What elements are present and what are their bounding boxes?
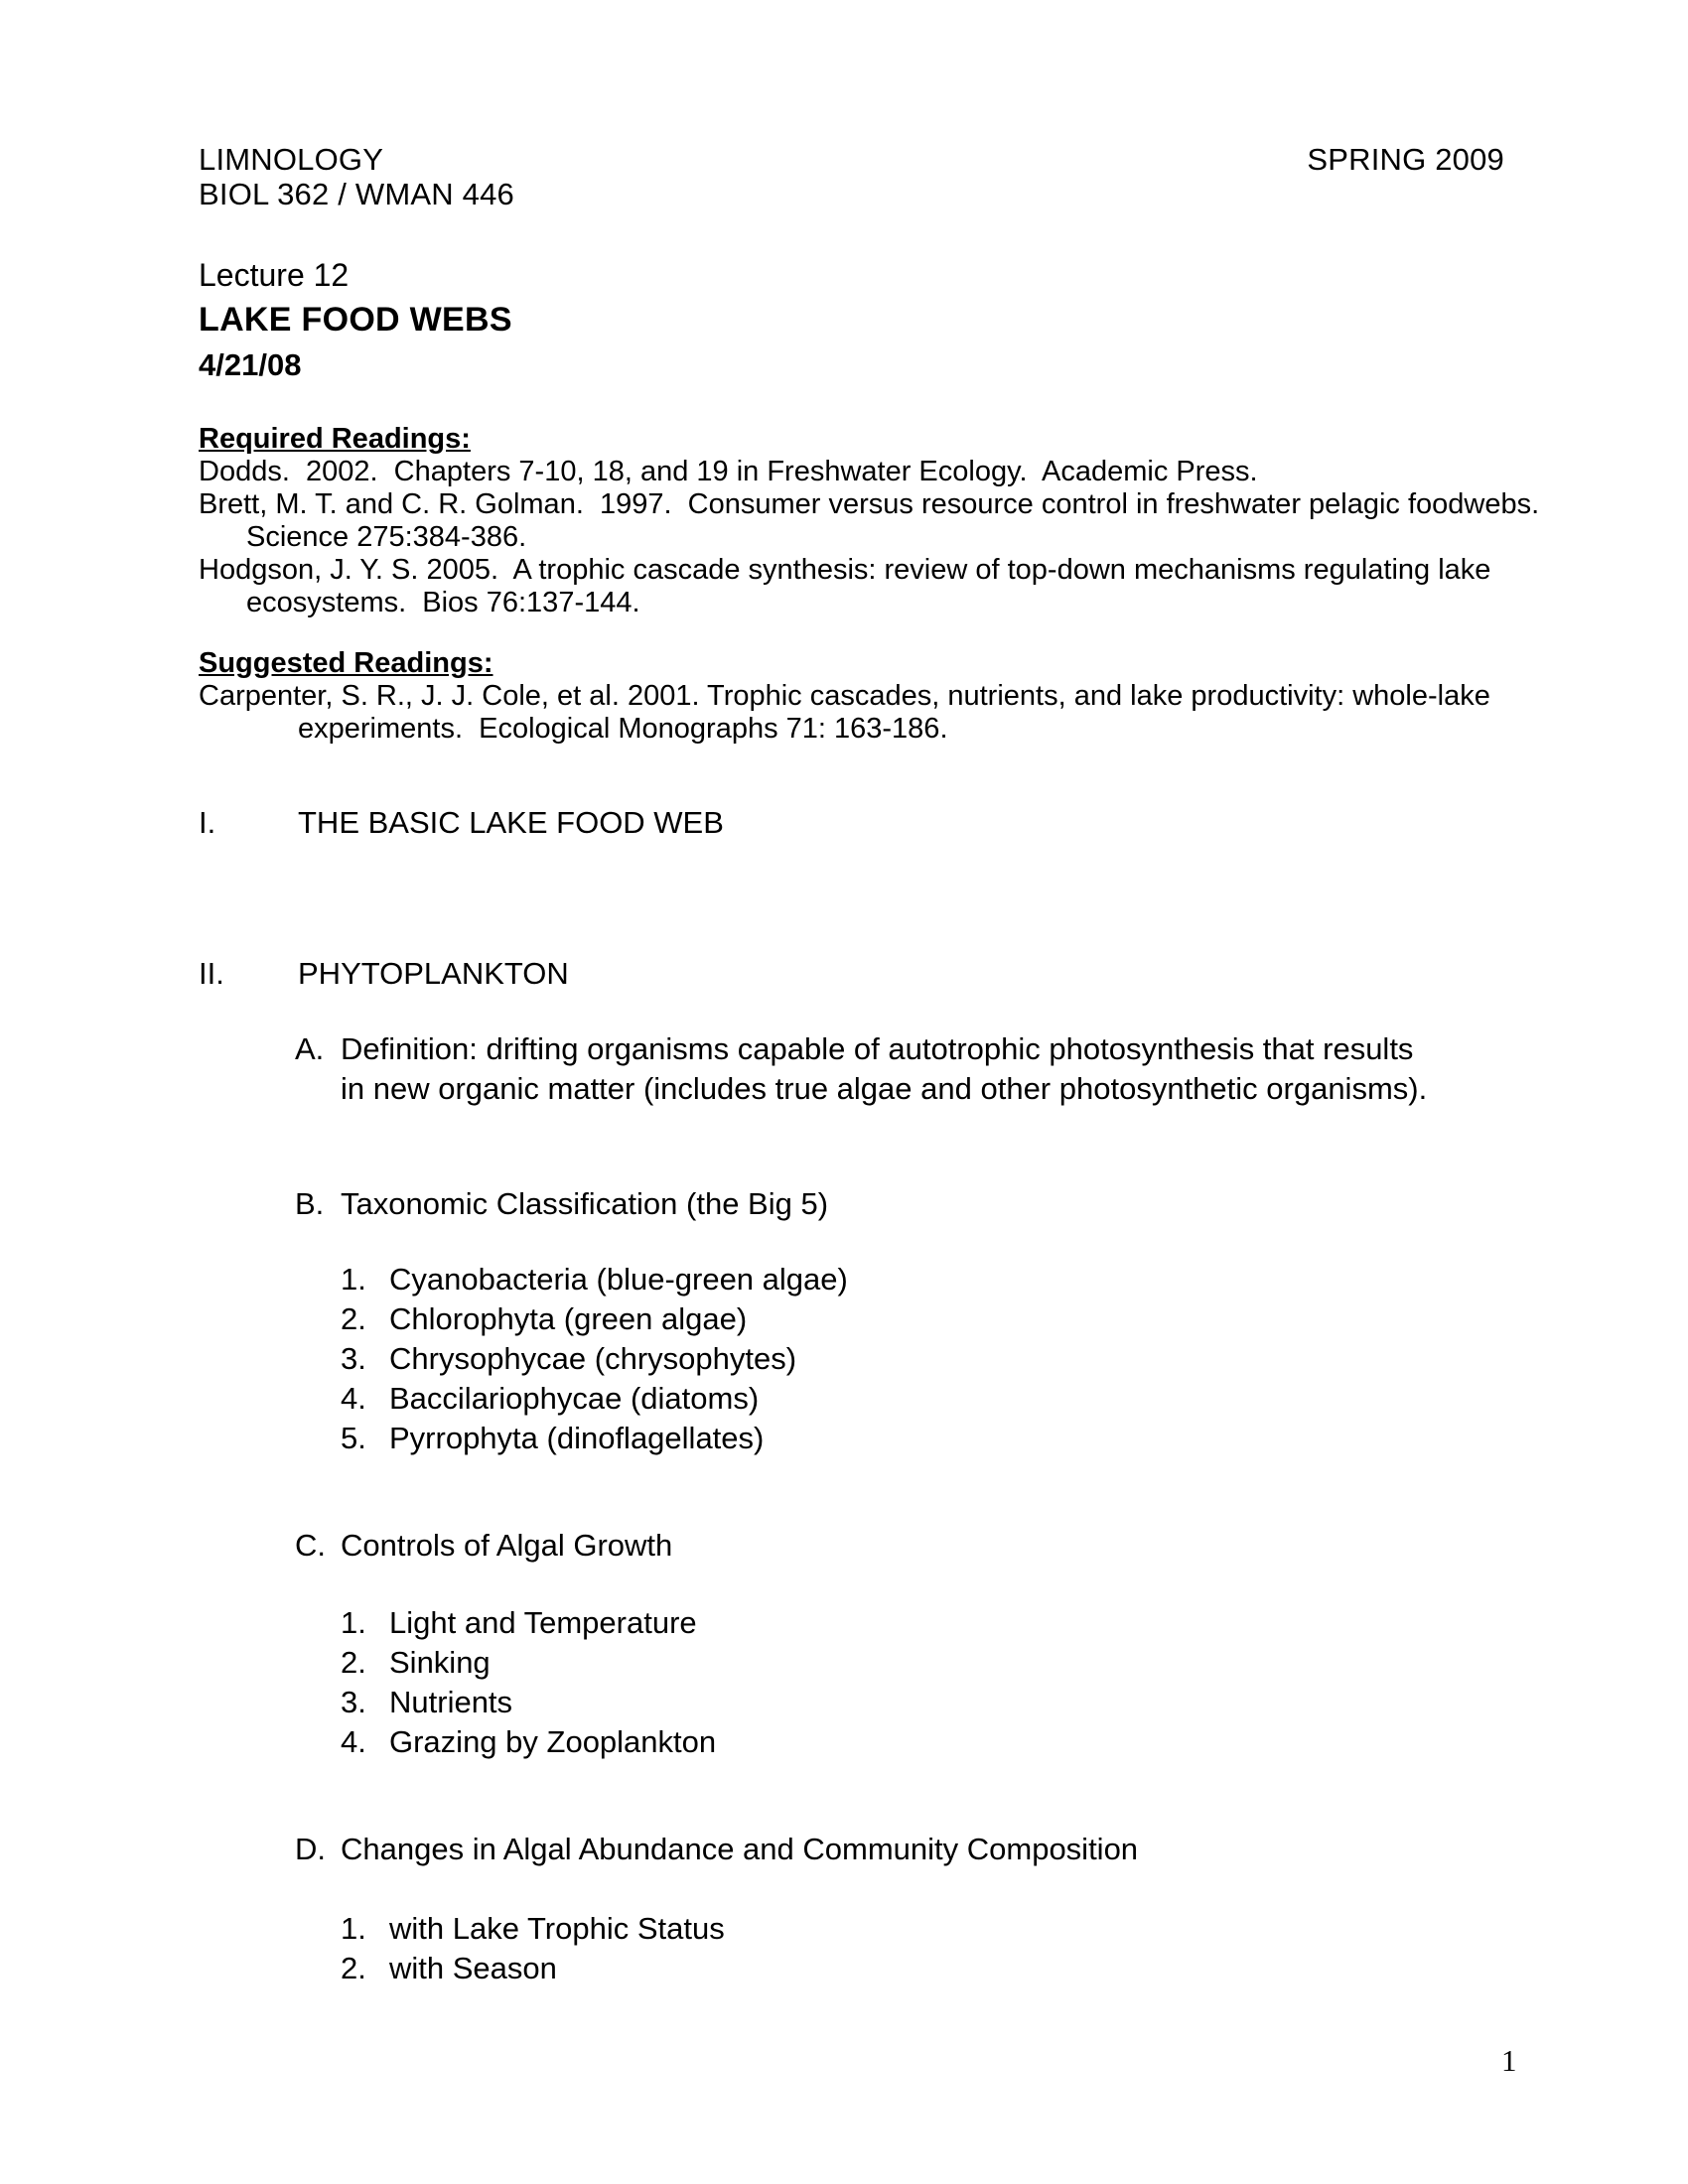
- list-item-number: 1.: [341, 1605, 366, 1640]
- list-item: [341, 1419, 1504, 1458]
- list-item-text: Chrysophycae (chrysophytes): [389, 1341, 797, 1376]
- list-item-text: Chlorophyta (green algae): [389, 1301, 748, 1336]
- lecture-number: Lecture 12: [199, 257, 350, 293]
- outline-item-c: [295, 1526, 1504, 1566]
- list-item-number: 5.: [341, 1421, 366, 1455]
- list-item-text: Cyanobacteria (blue-green algae): [389, 1262, 848, 1297]
- list-item: [341, 1260, 1504, 1299]
- citation-line: Carpenter, S. R., J. J. Cole, et al. 2001. Trophic cascades, nutrients, and lake productivity: whole-lake: [199, 680, 1490, 712]
- list-item-number: 2.: [341, 1301, 366, 1336]
- list-item-number: 2.: [341, 1645, 366, 1680]
- list-item: [341, 1379, 1504, 1419]
- list-item-number: 2.: [341, 1951, 366, 1985]
- citation-line: experiments. Ecological Monographs 71: 163-186.: [298, 713, 948, 745]
- suggested-readings-section: [199, 647, 1504, 746]
- lecture-outline: [199, 803, 1504, 1988]
- list-item: [341, 1339, 1504, 1379]
- course-code: BIOL 362 / WMAN 446: [199, 177, 514, 211]
- suggested-readings-heading: Suggested Readings:: [199, 647, 493, 679]
- title-block: [199, 253, 1504, 387]
- required-readings-heading: Required Readings:: [199, 423, 471, 455]
- list-item-number: 3.: [341, 1341, 366, 1376]
- list-item: [341, 1603, 1504, 1643]
- list-item: [341, 1683, 1504, 1722]
- section-title: THE BASIC LAKE FOOD WEB: [298, 805, 724, 840]
- item-title: Taxonomic Classification (the Big 5): [341, 1186, 829, 1221]
- item-label: C.: [295, 1528, 326, 1563]
- required-readings-section: [199, 423, 1540, 619]
- list-item-text: Grazing by Zooplankton: [389, 1724, 717, 1759]
- item-label: B.: [295, 1186, 325, 1221]
- outline-item-d: [295, 1830, 1504, 1869]
- item-text-line: Definition: drifting organisms capable of autotrophic photosynthesis that results: [341, 1031, 1414, 1066]
- list-item: [341, 1299, 1504, 1339]
- list-item-number: 3.: [341, 1685, 366, 1719]
- page-number: 1: [1501, 2043, 1517, 2078]
- item-b-list: [341, 1260, 1504, 1458]
- list-item-text: Nutrients: [389, 1685, 513, 1719]
- section-title: PHYTOPLANKTON: [298, 956, 569, 991]
- citation-line: Hodgson, J. Y. S. 2005. A trophic cascade synthesis: review of top-down mechanisms regulating lake: [199, 554, 1491, 586]
- list-item: [341, 1949, 1504, 1988]
- list-item-number: 1.: [341, 1262, 366, 1297]
- list-item: [341, 1643, 1504, 1683]
- list-item: [341, 1722, 1504, 1762]
- list-item-text: with Lake Trophic Status: [389, 1911, 725, 1946]
- list-item-text: Pyrrophyta (dinoflagellates): [389, 1421, 765, 1455]
- term-label: SPRING 2009: [1307, 142, 1504, 177]
- item-title: Changes in Algal Abundance and Community Composition: [341, 1832, 1139, 1866]
- list-item-text: Baccilariophycae (diatoms): [389, 1381, 760, 1416]
- item-title: Controls of Algal Growth: [341, 1528, 673, 1563]
- lecture-date: 4/21/08: [199, 347, 302, 382]
- section-numeral: I.: [199, 805, 216, 840]
- list-item-text: with Season: [389, 1951, 557, 1985]
- lecture-title: LAKE FOOD WEBS: [199, 301, 512, 339]
- list-item-number: 4.: [341, 1724, 366, 1759]
- outline-section-1: [199, 803, 1504, 843]
- list-item-number: 1.: [341, 1911, 366, 1946]
- list-item-number: 4.: [341, 1381, 366, 1416]
- citation-line: Brett, M. T. and C. R. Golman. 1997. Consumer versus resource control in freshwater pelagic foodwebs.: [199, 488, 1540, 520]
- list-item-text: Sinking: [389, 1645, 491, 1680]
- header-row: [199, 142, 1504, 177]
- item-label: A.: [295, 1031, 325, 1066]
- list-item: [341, 1909, 1504, 1949]
- item-c-list: [341, 1603, 1504, 1762]
- item-label: D.: [295, 1832, 326, 1866]
- section-numeral: II.: [199, 956, 224, 991]
- item-text-line: in new organic matter (includes true algae and other photosynthetic organisms).: [341, 1071, 1428, 1106]
- citation-line: ecosystems. Bios 76:137-144.: [246, 587, 640, 618]
- outline-item-b: [295, 1184, 1504, 1224]
- citation-line: Dodds. 2002. Chapters 7-10, 18, and 19 in Freshwater Ecology. Academic Press.: [199, 456, 1258, 487]
- item-d-list: [341, 1909, 1504, 1988]
- outline-section-2: [199, 954, 1504, 994]
- item-text: [341, 1029, 1427, 1109]
- citation-line: Science 275:384-386.: [246, 521, 527, 553]
- outline-item-a: [295, 1029, 1504, 1109]
- course-title: LIMNOLOGY: [199, 142, 384, 177]
- list-item-text: Light and Temperature: [389, 1605, 697, 1640]
